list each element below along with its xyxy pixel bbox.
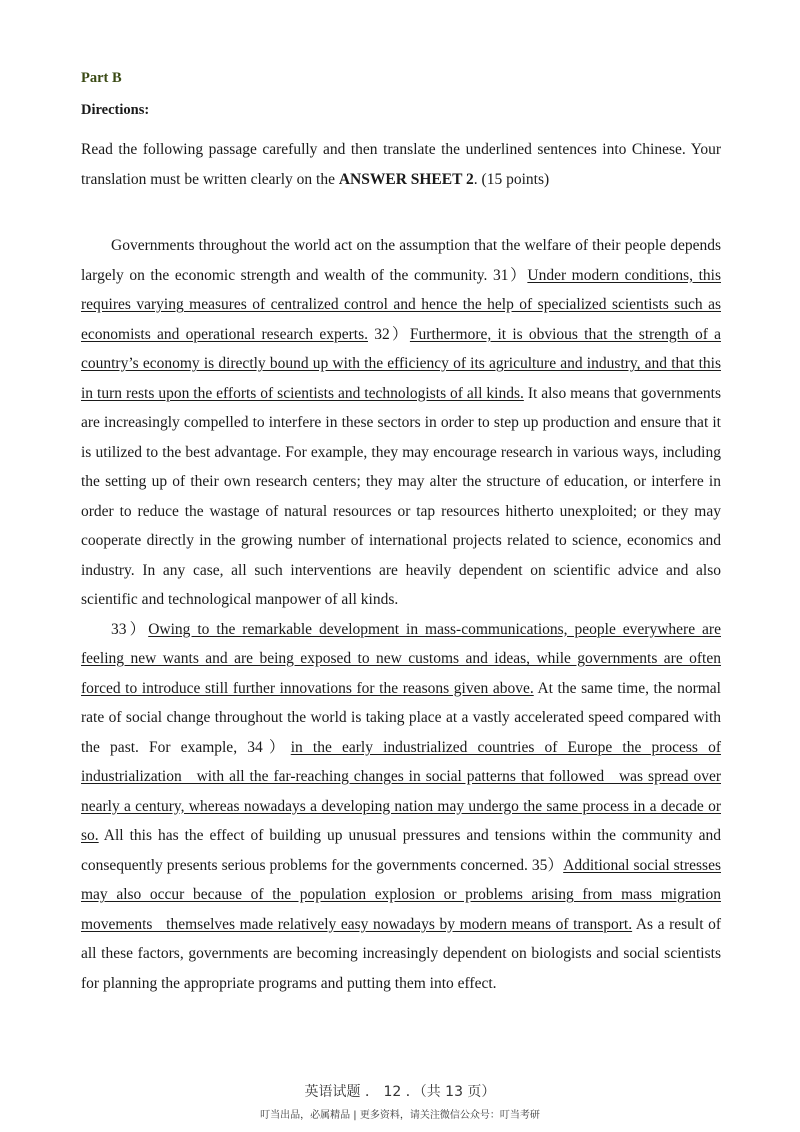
footer-notice: 叮当出品，必属精品 | 更多资料，请关注微信公众号：叮当考研 xyxy=(260,1110,540,1121)
reading-passage xyxy=(81,231,721,998)
passage-text: Governments throughout the world act on the assumption that the welfare of their people depends largely on the economic strength and wealth of the community. xyxy=(81,237,721,284)
passage-text: At the same time, the normal rate of social change throughout the world is taking place at a vastly accelerated speed compared with the past. For example, xyxy=(81,679,721,756)
underlined-sentence-35: Additional social stresses may also occur because of the population explosion or problems arising from mass migration movements themselves made relatively easy nowadays by modern means of transport. xyxy=(81,856,721,933)
directions-points: . (15 points) xyxy=(473,170,550,188)
question-number-35: 35） xyxy=(531,856,564,874)
passage-text: It also means that governments are increasingly compelled to interfere in these sectors in order to step up production and ensure that it is utilized to the best advantage. For example, they may encourage research in various ways, including the setting up of their own research centers; they may alter the structure of education, or interfere in order to reduce the wastage of natural resources or tap resources hitherto unexploited; or they may cooperate directly in the growing number of international projects related to science, economics and industry. In any case, all such interventions are heavily dependent on scientific advice and also scientific and technological manpower of all kinds. xyxy=(81,384,721,608)
passage-text: As a result of all these factors, governments are becoming increasingly dependent on biologists and social scientists for planning the appropriate programs and putting them into effect. xyxy=(81,915,721,992)
underlined-sentence-34: in the early industrialized countries of Europe the process of industrialization with all the far-reaching changes in social patterns that followed was spread over nearly a century, whereas nowadays a developing nation may undergo the same process in a decade or so. xyxy=(81,738,721,844)
question-number-31: 31） xyxy=(493,266,528,284)
underlined-sentence-33: Owing to the remarkable development in mass-communications, people everywhere are feeling new wants and are being exposed to new customs and ideas, while governments are often forced to introduce still further innovations for the reasons given above. xyxy=(81,620,721,697)
paragraph-2 xyxy=(81,615,721,999)
passage-text: All this has the effect of building up unusual pressures and tensions within the community and consequently presents serious problems for the governments concerned. xyxy=(81,827,721,874)
underlined-sentence-32: Furthermore, it is obvious that the strength of a country’s economy is directly bound up with the efficiency of its agriculture and industry, and that this in turn rests upon the efforts of scientists and technologists of all kinds. xyxy=(81,325,721,402)
answer-sheet-label: ANSWER SHEET 2 xyxy=(338,170,474,188)
directions-body: Read the following passage carefully and then translate the underlined sentences into Chinese. Your translation must be written clearly on the xyxy=(81,141,721,188)
question-number-33: 33） xyxy=(111,620,149,638)
section-title: Part B xyxy=(81,70,122,86)
directions-text xyxy=(81,135,721,194)
page-number: 英语试题 ． 12 ．（共 13 页） xyxy=(304,1084,496,1100)
underlined-sentence-31: Under modern conditions, this requires varying measures of centralized control and hence the help of specialized scientists such as economists and operational research experts. xyxy=(81,266,721,343)
directions-heading: Directions: xyxy=(81,102,150,118)
paragraph-1 xyxy=(81,231,721,615)
question-number-32: 32） xyxy=(367,325,410,343)
question-number-34: 34） xyxy=(247,738,291,756)
